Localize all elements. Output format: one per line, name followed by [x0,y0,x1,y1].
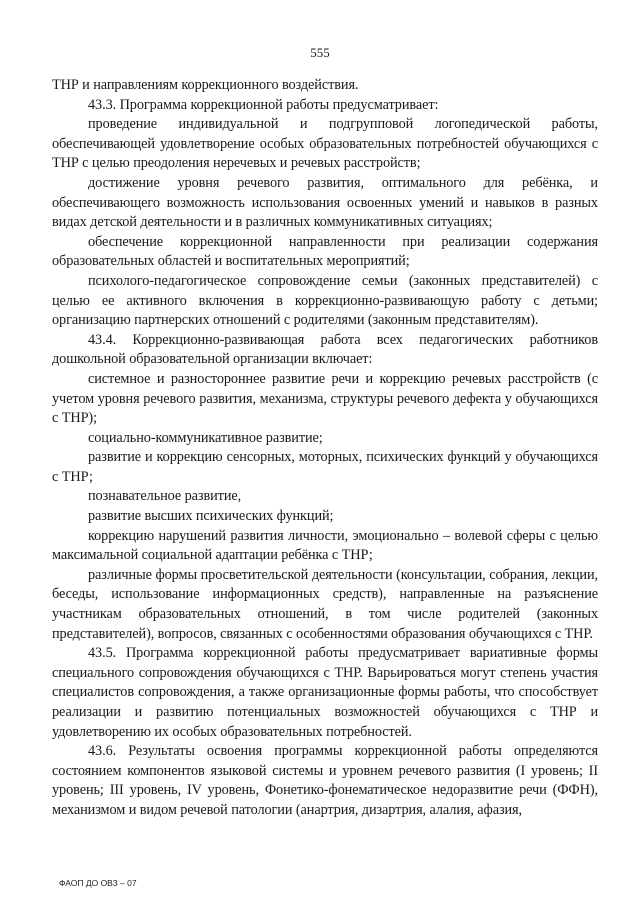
list-item: развитие высших психических функций; [88,508,334,525]
list-item: обеспечение коррекционной направленности при реализации содержания образовательных областей и воспитательных мероприятий; [52,233,598,270]
list-item: достижение уровня речевого развития, оптимального для ребёнка, и обеспечивающего возможность использования освоенных умений и навыков в разных видах детской деятельности и в различных коммуникативных ситуациях; [52,174,598,231]
list-item: психолого-педагогическое сопровождение семьи (законных представителей) с целью ее активного включения в коррекционно-развивающую работу с детьми; организацию партнерских отношений с родителями (законным представителям). [52,272,598,329]
page-footer: ФАОП ДО ОВЗ – 07 [59,878,137,888]
list-item: проведение индивидуальной и подгрупповой логопедической работы, обеспечивающей удовлетворение особых образовательных потребностей обучающихся с ТНР с целью преодоления неречевых и речевых расстройств; [52,116,598,172]
section-43-4-heading: 43.4. Коррекционно-развивающая работа всех педагогических работников дошкольной образовательной организации включает: [52,331,598,368]
section-43-6-paragraph: 43.6. Результаты освоения программы коррекционной работы определяются состоянием компонентов языковой системы и уровнем речевого развития (I уровень; II уровень; III уровень, IV уровень, Фонетико-фонематическое недоразвитие речи (ФФН), механизмом и видом речевой патологии (анартрия, дизартрия, алалия, афазия, [52,743,598,818]
paragraph-continuation: ТНР и направлениям коррекционного воздействия. [52,77,359,93]
section-43-3-heading: 43.3. Программа коррекционной работы предусматривает: [88,96,439,113]
list-item: системное и разностороннее развитие речи и коррекцию речевых расстройств (с учетом уровня речевого развития, механизма, структуры речевого дефекта у обучающихся с ТНР); [52,370,598,427]
list-item: коррекцию нарушений развития личности, эмоционально – волевой сферы с целью максимальной социальной адаптации ребёнка с ТНР; [52,527,598,564]
list-item: развитие и коррекцию сенсорных, моторных, психических функций у обучающихся с ТНР; [52,449,598,485]
section-43-5-paragraph: 43.5. Программа коррекционной работы предусматривает вариативные формы специального сопровождения обучающихся с ТНР. Варьироваться могут степень участия специалистов сопровождения, а также организационные формы работы, что способствует реализации и развитию потенциальных возможностей обучающихся с ТНР и удовлетворению их особых образовательных потребностей. [52,645,598,740]
document-body [52,76,598,821]
list-item: различные формы просветительской деятельности (консультации, собрания, лекции, беседы, использование информационных средств), направленные на разъяснение участникам образовательных отношений, в том числе родителей (законных представителей), вопросов, связанных с особенностями образования обучающихся с ТНР. [52,566,598,642]
list-item: социально-коммуникативное развитие; [88,429,323,446]
list-item: познавательное развитие, [88,488,242,505]
page-number: 555 [310,45,330,60]
